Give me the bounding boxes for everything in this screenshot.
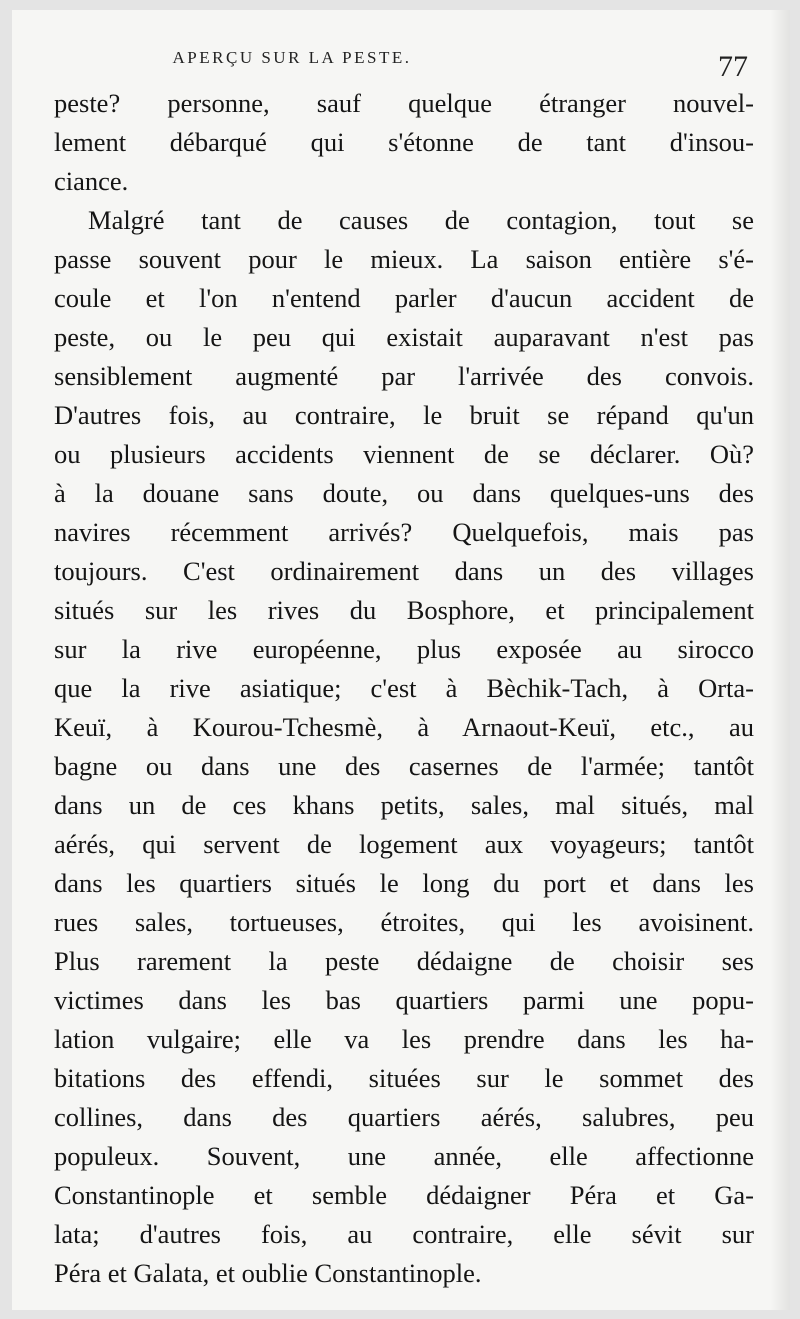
text-line: situés sur les rives du Bosphore, et principalement bbox=[54, 595, 754, 625]
text-line: navires récemment arrivés? Quelquefois, mais pas bbox=[54, 517, 754, 547]
text-line: victimes dans les bas quartiers parmi une popu- bbox=[54, 985, 754, 1015]
text-line: bagne ou dans une des casernes de l'armée; tantôt bbox=[54, 751, 754, 781]
text-line: dans un de ces khans petits, sales, mal situés, mal bbox=[54, 790, 754, 820]
text-line: peste, ou le peu qui existait auparavant n'est pas bbox=[54, 322, 754, 352]
text-line: bitations des effendi, situées sur le sommet des bbox=[54, 1063, 754, 1093]
text-line: Plus rarement la peste dédaigne de choisir ses bbox=[54, 946, 754, 976]
text-line: toujours. C'est ordinairement dans un des villages bbox=[54, 556, 754, 586]
body-text bbox=[54, 84, 754, 1293]
text-line: que la rive asiatique; c'est à Bèchik-Tach, à Orta- bbox=[54, 673, 754, 703]
text-line: Péra et Galata, et oublie Constantinople. bbox=[54, 1258, 482, 1288]
text-line: Constantinople et semble dédaigner Péra et Ga- bbox=[54, 1180, 754, 1210]
text-line: ciance. bbox=[54, 166, 129, 196]
text-line: ou plusieurs accidents viennent de se déclarer. Où? bbox=[54, 439, 754, 469]
text-line: Malgré tant de causes de contagion, tout se bbox=[88, 205, 754, 235]
book-page bbox=[12, 10, 790, 1310]
text-line: sur la rive européenne, plus exposée au sirocco bbox=[54, 634, 754, 664]
text-line: lement débarqué qui s'étonne de tant d'insou- bbox=[54, 127, 754, 157]
running-head: APERÇU SUR LA PESTE. bbox=[172, 48, 412, 67]
text-line: lation vulgaire; elle va les prendre dans les ha- bbox=[54, 1024, 754, 1054]
text-line: peste? personne, sauf quelque étranger nouvel- bbox=[54, 88, 754, 118]
text-line: Keuï, à Kourou-Tchesmè, à Arnaout-Keuï, etc., au bbox=[54, 712, 754, 742]
text-line: aérés, qui servent de logement aux voyageurs; tantôt bbox=[54, 829, 754, 859]
text-line: dans les quartiers situés le long du port et dans les bbox=[54, 868, 754, 898]
page-number: 77 bbox=[718, 50, 748, 83]
paragraph-1 bbox=[54, 84, 754, 201]
text-line: sensiblement augmenté par l'arrivée des convois. bbox=[54, 361, 754, 391]
paragraph-2 bbox=[54, 201, 754, 1293]
text-line: passe souvent pour le mieux. La saison entière s'é- bbox=[54, 244, 754, 274]
text-line: lata; d'autres fois, au contraire, elle sévit sur bbox=[54, 1219, 754, 1249]
text-line: à la douane sans doute, ou dans quelques-uns des bbox=[54, 478, 754, 508]
page-edge-shadow bbox=[770, 10, 790, 1310]
text-line: populeux. Souvent, une année, elle affectionne bbox=[54, 1141, 754, 1171]
text-line: D'autres fois, au contraire, le bruit se répand qu'un bbox=[54, 400, 754, 430]
text-line: coule et l'on n'entend parler d'aucun accident de bbox=[54, 283, 754, 313]
text-line: collines, dans des quartiers aérés, salubres, peu bbox=[54, 1102, 754, 1132]
text-line: rues sales, tortueuses, étroites, qui les avoisinent. bbox=[54, 907, 754, 937]
